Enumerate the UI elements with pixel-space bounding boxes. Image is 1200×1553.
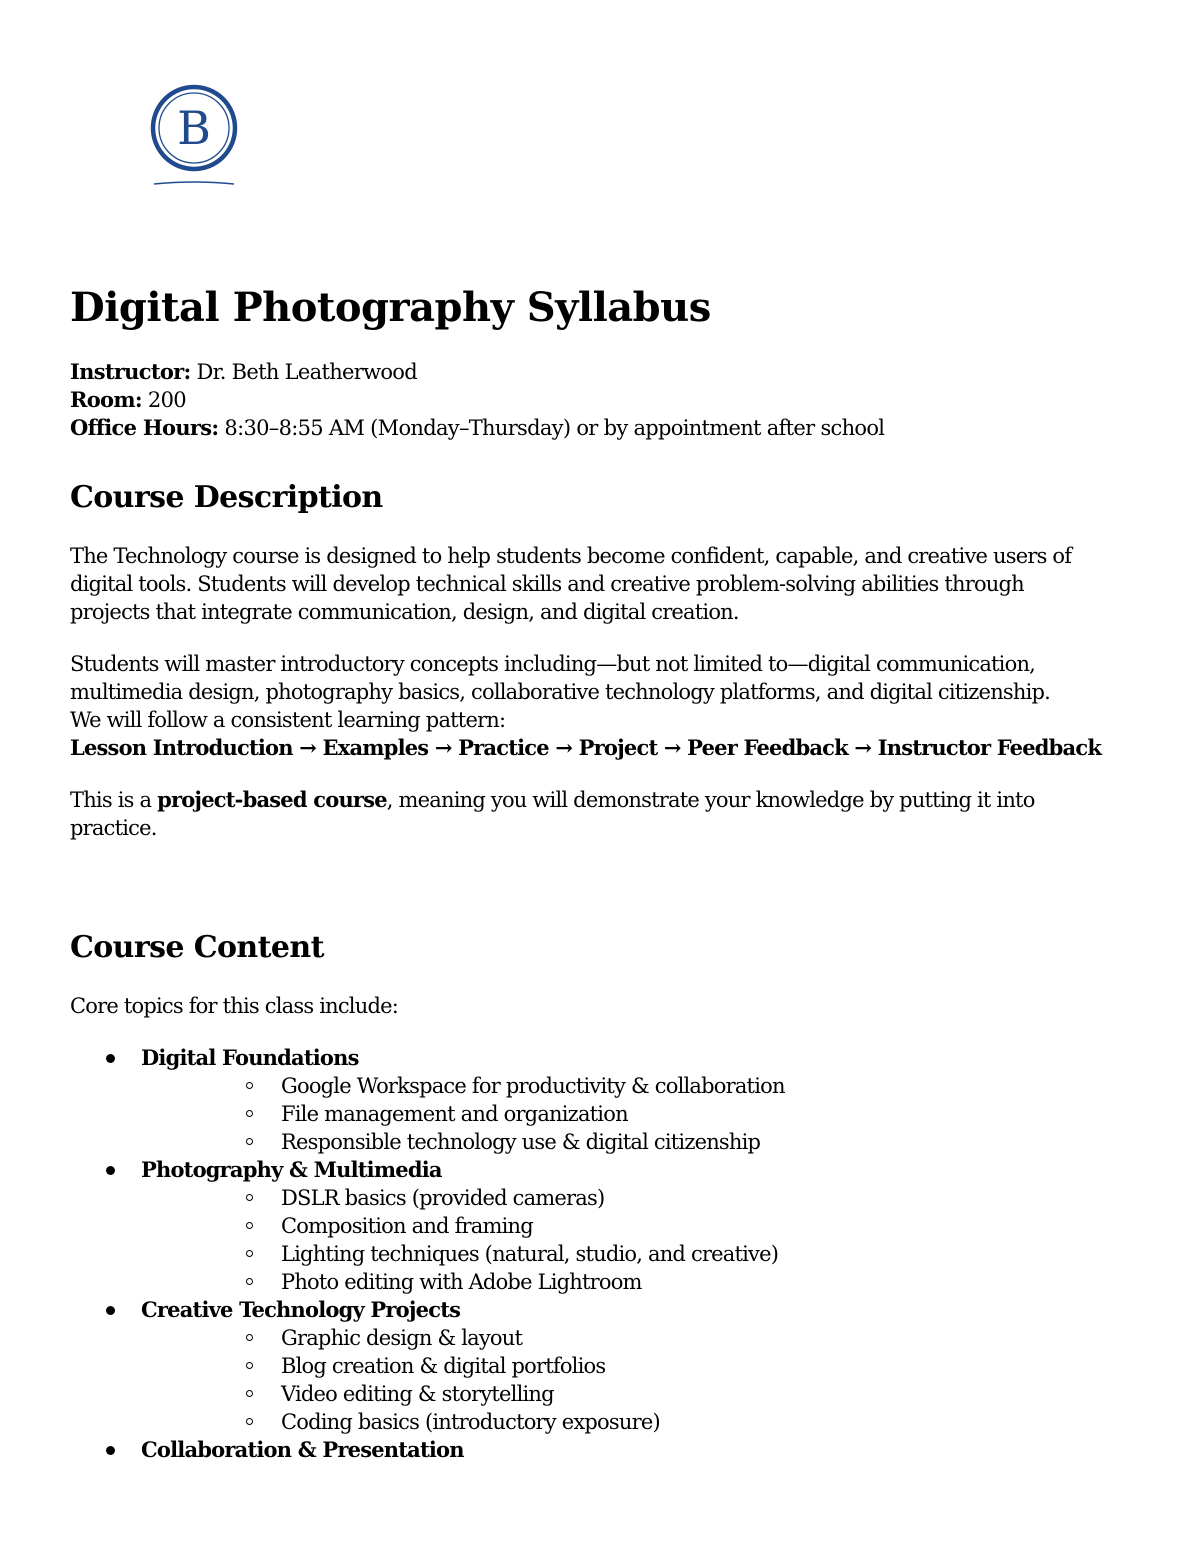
- content-intro-text: Core topics for this class include:: [70, 994, 398, 1018]
- bullet-icon: [106, 1054, 115, 1063]
- topic-label: Collaboration & Presentation: [141, 1437, 464, 1462]
- circle-bullet-icon: [246, 1194, 253, 1201]
- project-based-post: , meaning you will demonstrate your knowledge by putting it into: [386, 788, 1035, 812]
- circle-bullet-icon: [246, 1362, 253, 1369]
- subtopic-label: Blog creation & digital portfolios: [281, 1354, 606, 1378]
- circle-bullet-icon: [246, 1110, 253, 1117]
- circle-bullet-icon: [246, 1390, 253, 1397]
- project-based-line-2: practice.: [70, 816, 157, 840]
- description-line: The Technology course is designed to help students become confident, capable, and creative users of: [70, 544, 1072, 568]
- subtopic-label: Video editing & storytelling: [281, 1382, 554, 1406]
- subtopic-label: Lighting techniques (natural, studio, and creative): [281, 1242, 779, 1266]
- description-line: We will follow a consistent learning pattern:: [70, 708, 506, 732]
- topic-label: Digital Foundations: [141, 1045, 359, 1070]
- instructor-value: Dr. Beth Leatherwood: [190, 360, 417, 384]
- subtopic-label: Graphic design & layout: [281, 1326, 523, 1350]
- description-line: Students will master introductory concepts including—but not limited to—digital communication,: [70, 652, 1036, 676]
- circle-bullet-icon: [246, 1418, 253, 1425]
- topic-label: Photography & Multimedia: [141, 1157, 442, 1182]
- subtopic-label: Photo editing with Adobe Lightroom: [281, 1270, 642, 1294]
- topic-label: Creative Technology Projects: [141, 1297, 461, 1322]
- circle-bullet-icon: [246, 1138, 253, 1145]
- instructor-row: [70, 358, 884, 386]
- subtopic-label: Coding basics (introductory exposure): [281, 1410, 660, 1434]
- course-description-heading: Course Description: [70, 480, 383, 515]
- school-logo: [146, 82, 242, 192]
- instructor-label: Instructor:: [70, 359, 191, 384]
- circle-bullet-icon: [246, 1222, 253, 1229]
- office-hours-value: 8:30–8:55 AM (Monday–Thursday) or by appointment after school: [218, 416, 885, 440]
- bullet-icon: [106, 1446, 115, 1455]
- content-intro: [70, 992, 1150, 1020]
- description-paragraph-1: [70, 542, 1150, 626]
- description-paragraph-2: [70, 650, 1150, 762]
- project-based-line: [70, 786, 1150, 814]
- subtopic-label: File management and organization: [281, 1102, 628, 1126]
- room-value: 200: [141, 388, 186, 412]
- office-hours-row: [70, 414, 884, 442]
- course-content-heading: Course Content: [70, 930, 324, 965]
- description-line: projects that integrate communication, design, and digital creation.: [70, 600, 739, 624]
- circle-bullet-icon: [246, 1082, 253, 1089]
- subtopic-label: DSLR basics (provided cameras): [281, 1186, 605, 1210]
- learning-pattern: Lesson Introduction → Examples → Practice → Project → Peer Feedback → Instructor Feedback: [70, 735, 1102, 760]
- circle-bullet-icon: [246, 1278, 253, 1285]
- office-hours-label: Office Hours:: [70, 415, 219, 440]
- course-info: [70, 358, 884, 442]
- bullet-icon: [106, 1306, 115, 1315]
- circle-bullet-icon: [246, 1334, 253, 1341]
- room-row: [70, 386, 884, 414]
- bullet-icon: [106, 1166, 115, 1175]
- subtopic-label: Responsible technology use & digital citizenship: [281, 1130, 761, 1154]
- subtopic-label: Composition and framing: [281, 1214, 533, 1238]
- description-paragraph-3: [70, 786, 1150, 842]
- logo-letter: B: [177, 101, 211, 155]
- project-based-pre: This is a: [70, 788, 158, 812]
- room-label: Room:: [70, 387, 142, 412]
- description-line: digital tools. Students will develop technical skills and creative problem-solving abilities through: [70, 572, 1024, 596]
- circle-bullet-icon: [246, 1250, 253, 1257]
- description-line: multimedia design, photography basics, collaborative technology platforms, and digital citizenship.: [70, 680, 1051, 704]
- project-based-bold: project-based course: [157, 787, 387, 812]
- subtopic-label: Google Workspace for productivity & collaboration: [281, 1074, 785, 1098]
- b-logo-icon: [146, 82, 242, 192]
- page-title: Digital Photography Syllabus: [70, 284, 711, 331]
